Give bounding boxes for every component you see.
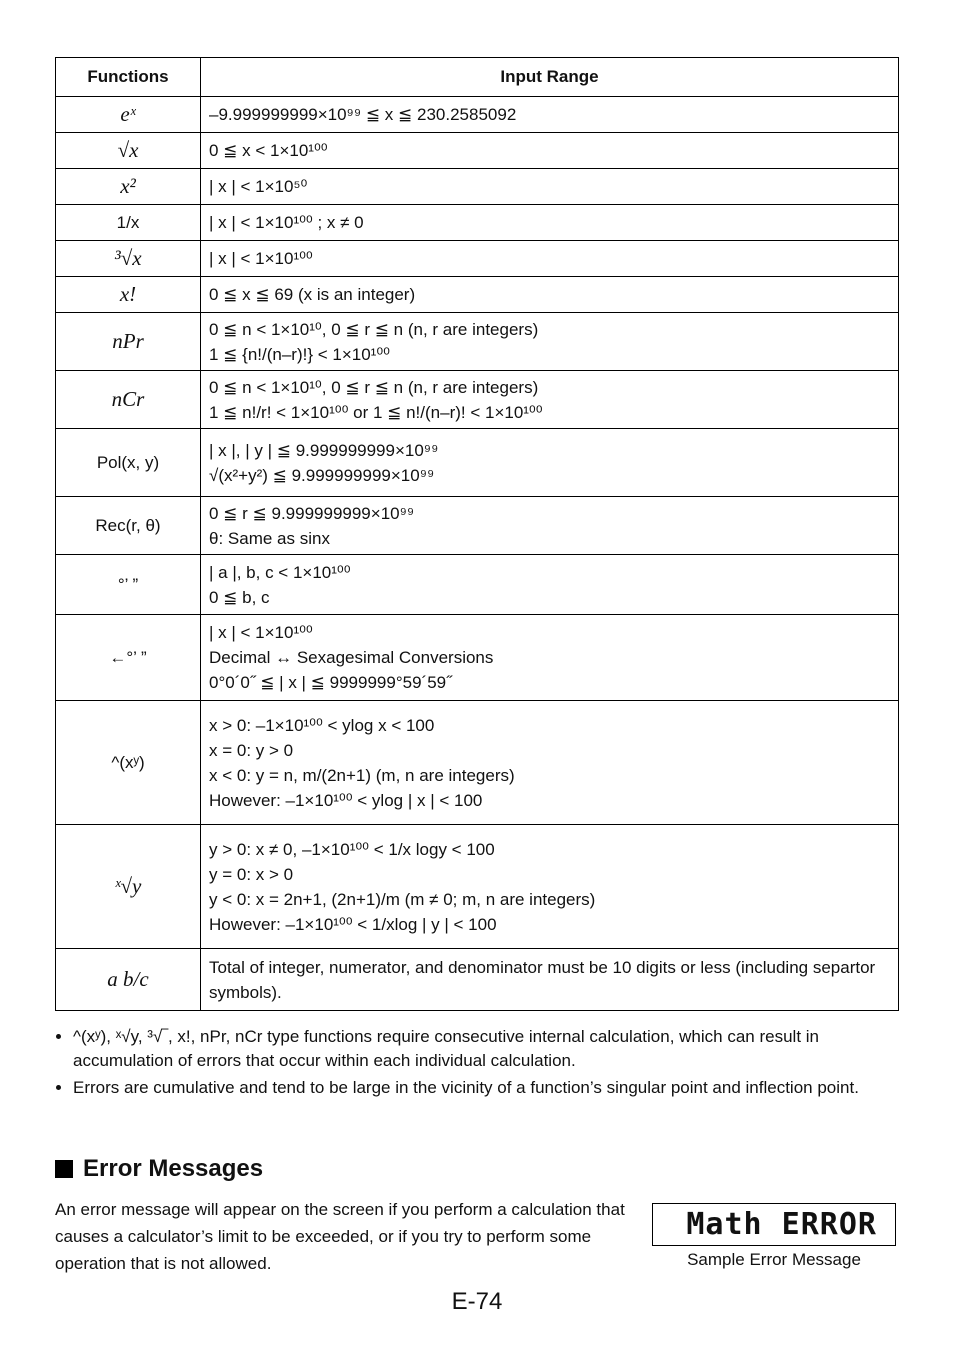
function-cell: a b/c <box>56 949 201 1011</box>
table-row <box>56 615 899 701</box>
table-row <box>56 313 899 371</box>
input-range-table <box>55 57 899 1011</box>
table-header-row <box>56 58 899 97</box>
range-cell: | a |, b, c < 1×10¹⁰⁰ 0 ≦ b, c <box>201 555 899 615</box>
table-row <box>56 241 899 277</box>
range-cell: 0 ≦ n < 1×10¹⁰, 0 ≦ r ≦ n (n, r are integers) 1 ≦ n!/r! < 1×10¹⁰⁰ or 1 ≦ n!/(n–r)! < 1×10¹⁰⁰ <box>201 371 899 429</box>
section-heading <box>55 1155 263 1183</box>
table-row <box>56 555 899 615</box>
range-cell: –9.999999999×10⁹⁹ ≦ x ≦ 230.2585092 <box>201 97 899 133</box>
function-cell: nPr <box>56 313 201 371</box>
table-row <box>56 371 899 429</box>
table-row <box>56 205 899 241</box>
table-row <box>56 429 899 497</box>
table-row <box>56 701 899 825</box>
function-cell: ←°’ ” <box>56 615 201 701</box>
list-item: • ^(xʸ), ˣ√y, ³√‾, x!, nPr, nCr type functions require consecutive internal calculation, which can result in accumulation of errors that occur within each individual calculation. <box>73 1025 917 1073</box>
function-cell: x! <box>56 277 201 313</box>
range-cell: | x | < 1×10¹⁰⁰ Decimal ↔ Sexagesimal Conversions 0°0´0˝ ≦ | x | ≦ 9999999°59´59˝ <box>201 615 899 701</box>
range-cell: y > 0: x ≠ 0, –1×10¹⁰⁰ < 1/x logy < 100 y = 0: x > 0 y < 0: x = 2n+1, (2n+1)/m (m ≠ 0; m, n are integers) However: –1×10¹⁰⁰ < 1/xlog | y | < 100 <box>201 825 899 949</box>
function-cell: 1/x <box>56 205 201 241</box>
table-row <box>56 949 899 1011</box>
table-row <box>56 97 899 133</box>
lcd-display: Math ERROR <box>652 1203 896 1246</box>
table-row <box>56 133 899 169</box>
page-number: E-74 <box>451 1288 503 1315</box>
function-cell: Rec(r, θ) <box>56 497 201 555</box>
range-cell: 0 ≦ x ≦ 69 (x is an integer) <box>201 277 899 313</box>
function-cell: x² <box>56 169 201 205</box>
function-cell: eˣ <box>56 97 201 133</box>
range-cell: 0 ≦ n < 1×10¹⁰, 0 ≦ r ≦ n (n, r are integers) 1 ≦ {n!/(n–r)!} < 1×10¹⁰⁰ <box>201 313 899 371</box>
list-item: • Errors are cumulative and tend to be large in the vicinity of a function’s singular point and inflection point. <box>73 1076 917 1100</box>
function-cell: °’ ” <box>56 555 201 615</box>
function-cell: nCr <box>56 371 201 429</box>
range-cell: Total of integer, numerator, and denominator must be 10 digits or less (including separtor symbols). <box>201 949 899 1011</box>
range-cell: | x |, | y | ≦ 9.999999999×10⁹⁹ √(x²+y²) ≦ 9.999999999×10⁹⁹ <box>201 429 899 497</box>
function-cell: √x <box>56 133 201 169</box>
function-cell: Pol(x, y) <box>56 429 201 497</box>
body-paragraph: An error message will appear on the screen if you perform a calculation that causes a calculator’s limit to be exceeded, or if you try to perform some operation that is not allowed. <box>55 1200 625 1273</box>
function-cell: ˣ√y <box>56 825 201 949</box>
header-functions: Functions <box>56 58 201 97</box>
table-row <box>56 169 899 205</box>
range-cell: | x | < 1×10⁵⁰ <box>201 169 899 205</box>
notes-list <box>55 1025 917 1103</box>
table-row <box>56 825 899 949</box>
function-cell: ^(xʸ) <box>56 701 201 825</box>
table-row <box>56 497 899 555</box>
range-cell: | x | < 1×10¹⁰⁰ <box>201 241 899 277</box>
section-title: Error Messages <box>83 1155 264 1182</box>
header-input-range: Input Range <box>201 58 899 97</box>
range-cell: 0 ≦ x < 1×10¹⁰⁰ <box>201 133 899 169</box>
range-cell: 0 ≦ r ≦ 9.999999999×10⁹⁹ θ: Same as sinx <box>201 497 899 555</box>
lcd-caption: Sample Error Message <box>687 1250 861 1269</box>
table-row <box>56 277 899 313</box>
range-cell: | x | < 1×10¹⁰⁰ ; x ≠ 0 <box>201 205 899 241</box>
range-cell: x > 0: –1×10¹⁰⁰ < ylog x < 100 x = 0: y > 0 x < 0: y = n, m/(2n+1) (m, n are integers) However: –1×10¹⁰⁰ < ylog | x | < 100 <box>201 701 899 825</box>
function-cell: ³√x <box>56 241 201 277</box>
square-bullet-icon <box>55 1160 73 1178</box>
